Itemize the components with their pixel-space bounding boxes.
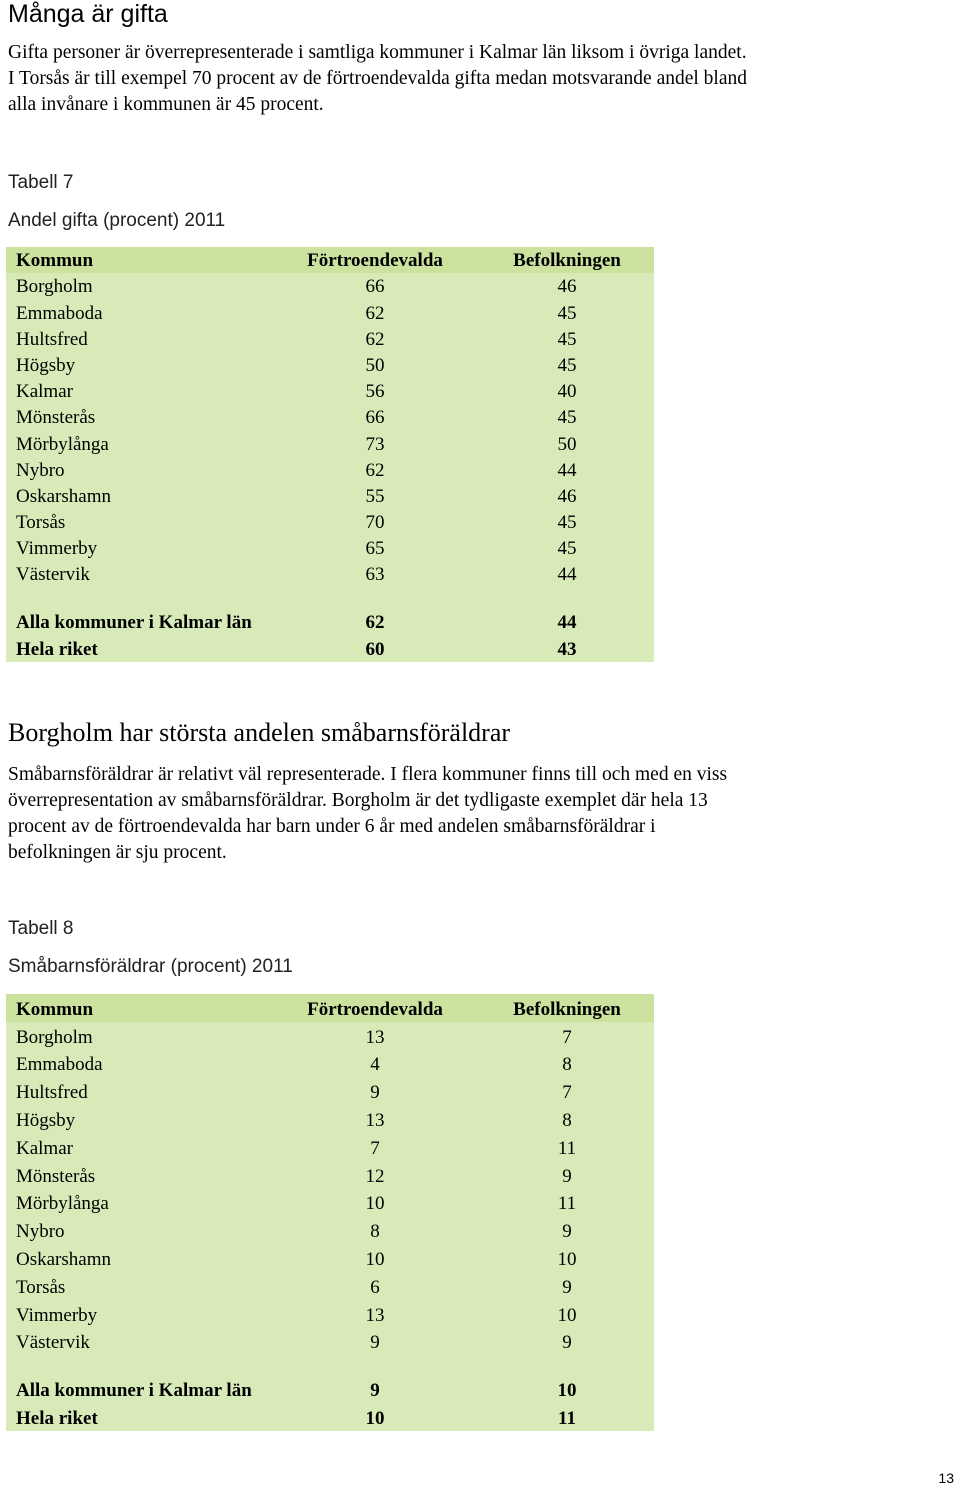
table-small-children-parents <box>6 994 654 1431</box>
elected-value-cell: 73 <box>365 433 385 455</box>
column-header: Befolkningen <box>470 994 654 1022</box>
table-row <box>6 1244 654 1272</box>
population-value-cell: 8 <box>562 1054 572 1076</box>
elected-value-cell: 62 <box>365 459 385 481</box>
elected-value-cell: 10 <box>365 1408 385 1430</box>
population-value-cell: 9 <box>562 1221 572 1243</box>
elected-value-cell: 62 <box>365 328 385 350</box>
elected-value-cell: 60 <box>365 638 385 660</box>
municipality-cell: Torsås <box>16 512 66 534</box>
table-row <box>6 378 654 404</box>
municipality-cell: Mörbylånga <box>16 1193 109 1215</box>
municipality-cell: Vimmerby <box>16 538 98 560</box>
elected-value-cell: 13 <box>365 1026 385 1048</box>
table-total-row <box>6 1355 654 1403</box>
elected-value-cell: 12 <box>365 1165 385 1187</box>
population-value-cell: 45 <box>557 512 577 534</box>
table-row <box>6 1189 654 1217</box>
table-total-row <box>6 1403 654 1431</box>
table8-caption: Tabell 8 <box>8 918 74 939</box>
column-header: Kommun <box>6 247 270 273</box>
municipality-cell: Borgholm <box>16 1026 93 1048</box>
municipality-cell: Alla kommuner i Kalmar län <box>16 1380 252 1402</box>
table-married-share <box>6 247 654 662</box>
elected-value-cell: 8 <box>370 1221 380 1243</box>
elected-value-cell: 13 <box>365 1304 385 1326</box>
elected-value-cell: 66 <box>365 276 385 298</box>
paragraph-married: Gifta personer är överrepresenterade i samtliga kommuner i Kalmar län liksom i övriga landet. I Torsås är till exempel 70 procent av de förtroendevalda gifta medan motsvarande andel bland alla invånare i kommunen är 45 procent. <box>8 42 748 115</box>
population-value-cell: 10 <box>557 1380 577 1402</box>
population-value-cell: 10 <box>557 1304 577 1326</box>
table-total-row <box>6 587 654 635</box>
table-header-row <box>6 247 654 273</box>
table-row <box>6 535 654 561</box>
population-value-cell: 44 <box>557 612 577 634</box>
table-row <box>6 1105 654 1133</box>
table7-title: Andel gifta (procent) 2011 <box>8 210 226 231</box>
elected-value-cell: 65 <box>365 538 385 560</box>
elected-value-cell: 62 <box>365 612 385 634</box>
table-row <box>6 299 654 325</box>
population-value-cell: 10 <box>557 1248 577 1270</box>
elected-value-cell: 50 <box>365 354 385 376</box>
elected-value-cell: 4 <box>370 1054 380 1076</box>
table-total-row <box>6 635 654 661</box>
population-value-cell: 45 <box>557 538 577 560</box>
table-row <box>6 1272 654 1300</box>
column-header: Förtroendevalda <box>270 994 470 1022</box>
section-heading-small-children: Borgholm har största andelen småbarnsföräldrar <box>8 718 511 747</box>
municipality-cell: Kalmar <box>16 1137 73 1159</box>
table-row <box>6 352 654 378</box>
population-value-cell: 46 <box>557 485 577 507</box>
elected-value-cell: 10 <box>365 1248 385 1270</box>
municipality-cell: Hultsfred <box>16 328 88 350</box>
municipality-cell: Hultsfred <box>16 1082 88 1104</box>
municipality-cell: Vimmerby <box>16 1304 98 1326</box>
municipality-cell: Hela riket <box>16 638 98 660</box>
population-value-cell: 44 <box>557 459 577 481</box>
elected-value-cell: 62 <box>365 302 385 324</box>
population-value-cell: 46 <box>557 276 577 298</box>
elected-value-cell: 6 <box>370 1276 380 1298</box>
municipality-cell: Nybro <box>16 1221 65 1243</box>
population-value-cell: 9 <box>562 1276 572 1298</box>
table-row <box>6 1216 654 1244</box>
table-row <box>6 457 654 483</box>
population-value-cell: 8 <box>562 1109 572 1131</box>
municipality-cell: Högsby <box>16 1109 76 1131</box>
municipality-cell: Alla kommuner i Kalmar län <box>16 612 252 634</box>
municipality-cell: Västervik <box>16 564 90 586</box>
table-row <box>6 1328 654 1356</box>
column-header: Befolkningen <box>470 247 654 273</box>
population-value-cell: 45 <box>557 407 577 429</box>
population-value-cell: 45 <box>557 302 577 324</box>
population-value-cell: 50 <box>557 433 577 455</box>
elected-value-cell: 56 <box>365 381 385 403</box>
population-value-cell: 45 <box>557 354 577 376</box>
table-row <box>6 509 654 535</box>
population-value-cell: 7 <box>562 1026 572 1048</box>
table-row <box>6 483 654 509</box>
table8-title: Småbarnsföräldrar (procent) 2011 <box>8 956 293 977</box>
elected-value-cell: 70 <box>365 512 385 534</box>
table-row <box>6 326 654 352</box>
table-row <box>6 1161 654 1189</box>
table-row <box>6 430 654 456</box>
municipality-cell: Oskarshamn <box>16 1248 111 1270</box>
table-row <box>6 1300 654 1328</box>
paragraph-small-children: Småbarnsföräldrar är relativt väl representerade. I flera kommuner finns till och med en viss överrepresentation av småbarnsföräldrar. Borgholm är det tydligaste exemplet där hela 13 procent av de förtroendevalda har barn under 6 år med andelen småbarnsföräldrar i befolkningen är sju procent. <box>8 764 728 863</box>
table-header-row <box>6 994 654 1022</box>
table-row <box>6 1050 654 1078</box>
elected-value-cell: 9 <box>370 1380 380 1402</box>
municipality-cell: Kalmar <box>16 381 73 403</box>
municipality-cell: Torsås <box>16 1276 66 1298</box>
municipality-cell: Hela riket <box>16 1408 98 1430</box>
population-value-cell: 40 <box>557 381 577 403</box>
municipality-cell: Mörbylånga <box>16 433 109 455</box>
population-value-cell: 7 <box>562 1082 572 1104</box>
population-value-cell: 9 <box>562 1165 572 1187</box>
municipality-cell: Emmaboda <box>16 1054 103 1076</box>
table7-caption: Tabell 7 <box>8 172 74 193</box>
population-value-cell: 11 <box>558 1408 576 1430</box>
elected-value-cell: 13 <box>365 1109 385 1131</box>
table-row <box>6 1077 654 1105</box>
municipality-cell: Mönsterås <box>16 1165 96 1187</box>
elected-value-cell: 9 <box>370 1082 380 1104</box>
municipality-cell: Emmaboda <box>16 302 103 324</box>
column-header: Kommun <box>6 994 270 1022</box>
municipality-cell: Nybro <box>16 459 65 481</box>
elected-value-cell: 66 <box>365 407 385 429</box>
elected-value-cell: 7 <box>370 1137 380 1159</box>
population-value-cell: 9 <box>562 1332 572 1354</box>
table-row <box>6 1133 654 1161</box>
elected-value-cell: 55 <box>365 485 385 507</box>
table-row <box>6 561 654 587</box>
population-value-cell: 44 <box>557 564 577 586</box>
municipality-cell: Oskarshamn <box>16 485 111 507</box>
municipality-cell: Högsby <box>16 354 76 376</box>
elected-value-cell: 9 <box>370 1332 380 1354</box>
column-header: Förtroendevalda <box>270 247 470 273</box>
elected-value-cell: 10 <box>365 1193 385 1215</box>
population-value-cell: 11 <box>557 1193 577 1215</box>
population-value-cell: 43 <box>557 638 577 660</box>
population-value-cell: 45 <box>557 328 577 350</box>
municipality-cell: Borgholm <box>16 276 93 298</box>
page-number: 13 <box>938 1470 954 1486</box>
municipality-cell: Mönsterås <box>16 407 96 429</box>
table-row <box>6 273 654 299</box>
population-value-cell: 11 <box>557 1137 577 1159</box>
municipality-cell: Västervik <box>16 1332 90 1354</box>
table-row <box>6 404 654 430</box>
section-heading-married: Många är gifta <box>8 0 168 28</box>
elected-value-cell: 63 <box>365 564 385 586</box>
table-row <box>6 1022 654 1050</box>
